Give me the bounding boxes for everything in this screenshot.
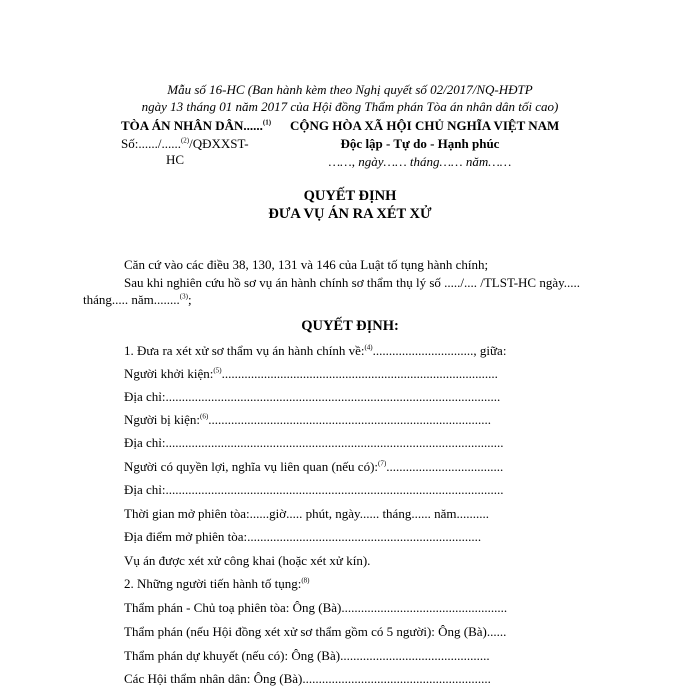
item-line [124,576,310,592]
item-line [124,506,489,522]
item-footnote: (6) [200,412,209,421]
item-dots: ..............................., giữa: [372,343,507,358]
item-line [124,459,503,475]
item-line [124,389,500,405]
decision-number-line2: HC [166,152,185,167]
item-line [124,600,507,616]
item-dots: ................................................... [341,600,508,615]
item-line [124,648,490,664]
basis-line3-end: ; [187,292,192,307]
form-header-line1: Mẫu số 16-HC (Ban hành kèm theo Nghị quyết số 02/2017/NQ-HĐTP [167,82,533,97]
item-line [124,343,506,359]
court-name-text: TÒA ÁN NHÂN DÂN...... [121,118,263,133]
item-line [124,624,506,640]
item-text: Thẩm phán (nếu Hội đồng xét xử sơ thẩm gồm có 5 người): Ông (Bà)...... [124,624,507,639]
item-footnote: (4) [364,343,373,352]
item-dots: ....................................................................................................... [165,389,501,404]
item-footnote: (5) [213,366,222,375]
court-footnote: (1) [262,118,272,127]
item-text: Thẩm phán - Chủ toạ phiên tòa: Ông (Bà) [124,600,342,615]
item-dots: .............................................. [340,648,490,663]
decision-number-prefix: Số:....../...... [121,136,181,151]
item-footnote: (8) [301,576,310,585]
item-line [124,412,491,428]
date-line: ……, ngày…… tháng…… năm…… [328,154,512,169]
document-title: QUYẾT ĐỊNH [303,188,397,204]
item-text: Địa chỉ: [124,482,166,497]
decision-number-suffix: /QĐXXST- [189,136,249,151]
basis-line3-text: tháng..... năm........ [83,292,180,307]
basis-line3 [83,292,192,308]
basis-line2: Sau khi nghiên cứu hồ sơ vụ án hành chính sơ thẩm thụ lý số ...../.... /TLST-HC ngày..... [124,275,581,290]
item-text: Thời gian mở phiên tòa:......giờ..... phút, ngày...... tháng...... năm.......... [124,506,489,521]
item-text: 1. Đưa ra xét xử sơ thẩm vụ án hành chính về: [124,343,365,358]
item-line [124,553,370,569]
item-dots: ..................................................................................... [221,366,498,381]
basis-line1: Căn cứ vào các điều 38, 130, 131 và 146 của Luật tố tụng hành chính; [124,257,489,272]
item-text: Thẩm phán dự khuyết (nếu có): Ông (Bà) [124,648,341,663]
item-footnote: (7) [378,459,387,468]
form-header-line2: ngày 13 tháng 01 năm 2017 của Hội đồng Thẩm phán Tòa án nhân dân tối cao) [141,99,559,114]
item-text: Người khởi kiện: [124,366,214,381]
court-name [121,118,271,134]
item-text: Người bị kiện: [124,412,201,427]
item-text: Địa chỉ: [124,435,166,450]
item-dots: .................................... [386,459,504,474]
item-line [124,366,498,382]
item-line [124,482,504,498]
decision-number [121,136,249,152]
basis-footnote: (3) [179,292,188,301]
nation-name: CỘNG HÒA XÃ HỘI CHỦ NGHĨA VIỆT NAM [290,118,560,133]
item-text: Địa điểm mở phiên tòa: [124,529,248,544]
item-text: 2. Những người tiến hành tố tụng: [124,576,302,591]
item-dots: .......................................................... [302,671,491,686]
item-text: Người có quyền lợi, nghĩa vụ liên quan (nếu có): [124,459,379,474]
decision-number-footnote: (2) [180,136,190,145]
item-dots: ....................................................................................... [208,412,491,427]
item-line [124,435,504,451]
item-dots: ........................................................................................................ [165,482,504,497]
item-text: Các Hội thẩm nhân dân: Ông (Bà) [124,671,303,686]
item-dots: ........................................................................ [247,529,482,544]
item-text: Địa chỉ: [124,389,166,404]
item-text: Vụ án được xét xử công khai (hoặc xét xử kín). [124,553,371,568]
item-dots: ........................................................................................................ [165,435,504,450]
national-motto: Độc lập - Tự do - Hạnh phúc [340,136,500,151]
item-line [124,671,491,687]
document-subtitle: ĐƯA VỤ ÁN RA XÉT XỬ [268,206,432,222]
item-line [124,529,481,545]
decision-heading: QUYẾT ĐỊNH: [301,318,399,334]
